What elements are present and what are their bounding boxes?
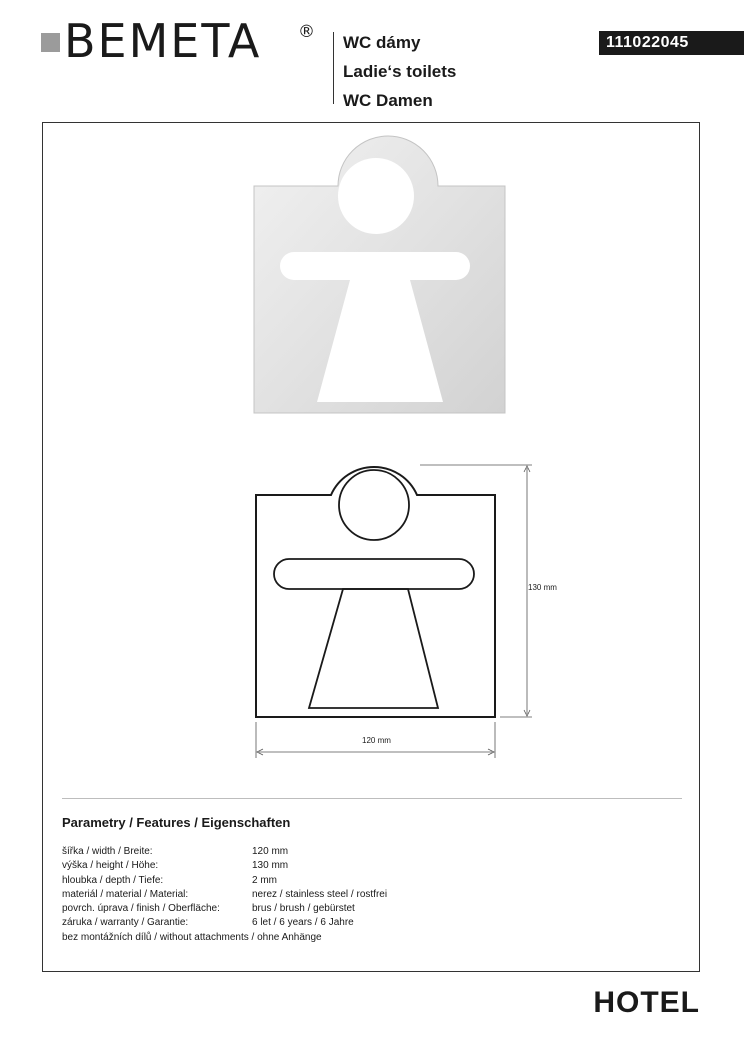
features-heading: Parametry / Features / Eigenschaften [62,815,291,830]
height-dimension-label: 130 mm [528,583,557,592]
product-photo [254,136,505,413]
title-de: WC Damen [343,91,433,110]
outline-body [309,589,438,708]
brand-wordmark: BEMETA [64,14,262,68]
title-en: Ladie‘s toilets [343,62,457,81]
feature-value: nerez / stainless steel / rostfrei [252,888,388,900]
product-code-badge: 111022045 [599,31,744,55]
category-label: HOTEL [593,986,700,1019]
outline-head [339,470,409,540]
feature-value: 130 mm [252,860,289,872]
feature-value: 6 let / 6 years / 6 Jahre [252,917,354,929]
outline-arms [274,559,474,589]
plate-arms-cutout [280,252,470,280]
features-divider [62,798,682,799]
title-cz: WC dámy [343,33,421,52]
feature-label: šířka / width / Breite: [62,846,153,857]
feature-value: 2 mm [252,874,277,886]
feature-label: materiál / material / Material: [62,888,189,900]
dimension-lines [256,465,532,758]
width-dimension-label: 120 mm [362,736,391,745]
feature-label: záruka / warranty / Garantie: [62,917,189,929]
plate-head-cutout [338,158,414,234]
feature-value: brus / brush / gebürstet [252,903,355,915]
outline-plate [256,467,495,717]
feature-label: výška / height / Höhe: [62,860,159,872]
feature-label: bez montážních dílů / without attachments / ohne Anhänge [62,931,322,943]
technical-drawing [256,467,495,717]
registered-mark: ® [298,22,315,42]
feature-label: hloubka / depth / Tiefe: [62,874,164,886]
feature-label: povrch. úprava / finish / Oberfläche: [62,903,220,915]
feature-value: 120 mm [252,846,289,857]
